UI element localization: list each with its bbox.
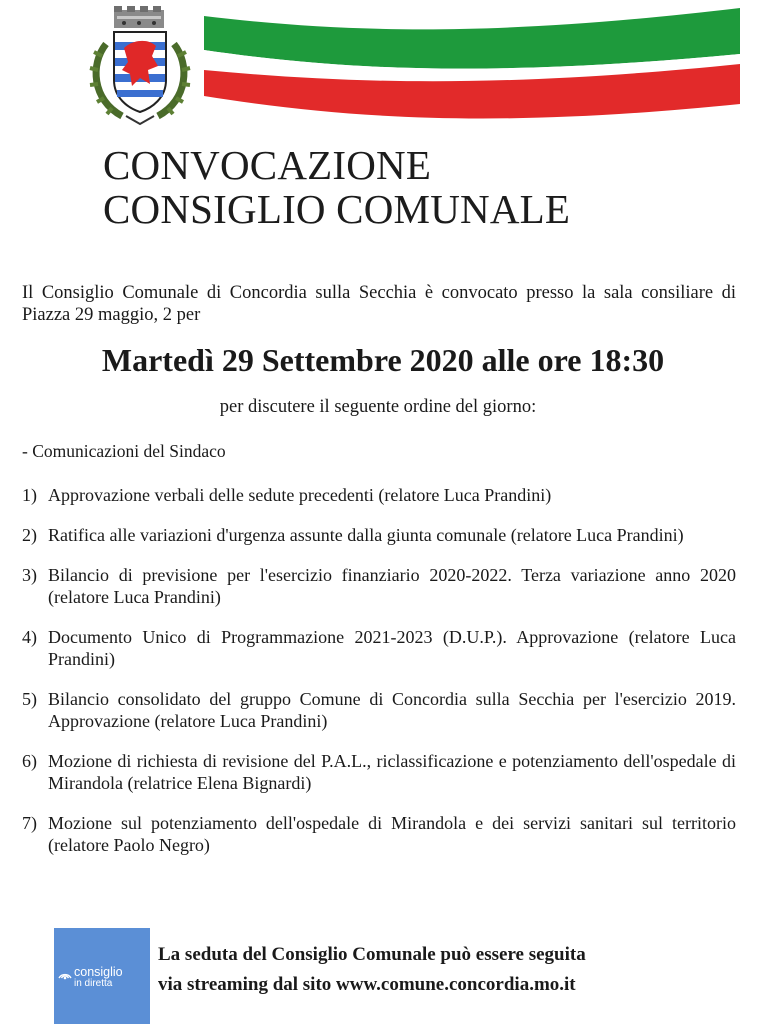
- italian-flag-waves: [204, 4, 740, 128]
- agenda-item: [22, 688, 736, 732]
- agenda-item-number: 5): [22, 689, 37, 709]
- logo-line-2: in diretta: [74, 978, 113, 989]
- agenda-item: [22, 812, 736, 856]
- coat-of-arms-icon: [86, 4, 194, 128]
- agenda-intro: per discutere il seguente ordine del giorno:: [219, 397, 537, 417]
- agenda-item-text: Documento Unico di Programmazione 2021-2023 (D.U.P.). Approvazione (relatore Luca Prandini): [48, 627, 736, 669]
- page-title: [103, 143, 570, 231]
- streaming-notice-line-1: La seduta del Consiglio Comunale può essere seguita: [158, 944, 586, 965]
- agenda-item-text: Mozione sul potenziamento dell'ospedale di Mirandola e dei servizi sanitari sul territorio (relatore Paolo Negro): [48, 813, 736, 855]
- logo-wordmark: [58, 966, 123, 990]
- agenda-item: [22, 750, 736, 794]
- agenda-item-text: Mozione di richiesta di revisione del P.A.L., riclassificazione e potenziamento dell'ospedale di Mirandola (relatrice Elena Bignardi): [48, 751, 736, 793]
- meeting-date-heading: Martedì 29 Settembre 2020 alle ore 18:30: [101, 342, 665, 378]
- agenda-item-text: Approvazione verbali delle sedute precedenti (relatore Luca Prandini): [48, 485, 552, 505]
- agenda-item-text: Bilancio di previsione per l'esercizio finanziario 2020-2022. Terza variazione anno 2020 (relatore Luca Prandini): [48, 565, 736, 607]
- title-line-2: CONSIGLIO COMUNALE: [103, 186, 571, 232]
- agenda-item: [22, 484, 736, 506]
- logo-line-1: consiglio: [74, 965, 123, 979]
- intro-paragraph: Il Consiglio Comunale di Concordia sulla Secchia è convocato presso la sala consiliare di Piazza 29 maggio, 2 per: [22, 283, 736, 325]
- agenda-item-number: 1): [22, 485, 37, 505]
- agenda-item-number: 6): [22, 751, 37, 771]
- agenda-list: [22, 484, 736, 856]
- agenda-item: [22, 626, 736, 670]
- streaming-notice-line-2: via streaming dal sito www.comune.concordia.mo.it: [158, 974, 576, 995]
- title-line-1: CONVOCAZIONE: [103, 142, 432, 188]
- agenda-item: [22, 564, 736, 608]
- agenda-item-number: 7): [22, 813, 37, 833]
- agenda-item: [22, 524, 736, 546]
- agenda-item-text: Bilancio consolidato del gruppo Comune di Concordia sulla Secchia per l'esercizio 2019. Approvazione (relatore Luca Prandini): [48, 689, 736, 731]
- mayor-communications: - Comunicazioni del Sindaco: [22, 441, 226, 461]
- agenda-item-number: 2): [22, 525, 37, 545]
- consiglio-in-diretta-logo: [54, 928, 150, 1024]
- agenda-item-number: 3): [22, 565, 37, 585]
- agenda-item-number: 4): [22, 627, 37, 647]
- agenda-item-text: Ratifica alle variazioni d'urgenza assunte dalla giunta comunale (relatore Luca Prandini): [48, 525, 684, 545]
- streaming-notice: [158, 940, 586, 1000]
